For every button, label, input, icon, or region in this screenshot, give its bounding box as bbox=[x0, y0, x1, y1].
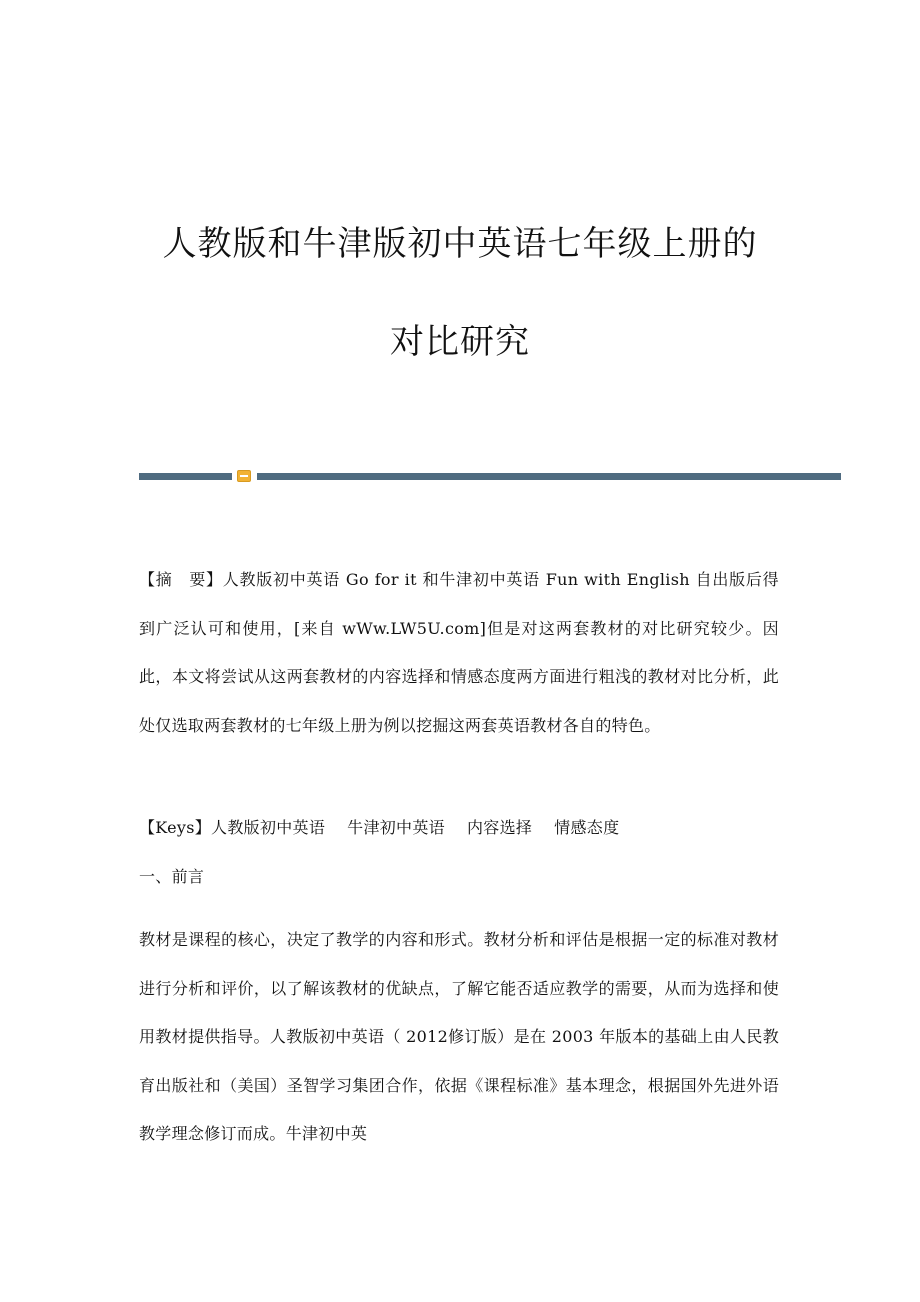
keyword: 牛津初中英语 bbox=[347, 818, 445, 837]
abstract-text: 人教版初中英语 Go for it 和牛津初中英语 Fun with English 自出版后得到广泛认可和使用，[来自 wWw.LW5U.com]但是对这两套教材的对比研究较少。因此，本文将尝试从这两套教材的内容选择和情感态度两方面进行粗浅的教材对比分析，此处仅选取两套教材的七年级上册为例以挖掘这两套英语教材各自的特色。 bbox=[139, 570, 779, 735]
keyword: 人教版初中英语 bbox=[211, 818, 326, 837]
divider-mark-icon bbox=[237, 470, 251, 482]
intro-paragraph: 教材是课程的核心，决定了教学的内容和形式。教材分析和评估是根据一定的标准对教材进行分析和评价，以了解该教材的优缺点，了解它能否适应教学的需要，从而为选择和使用教材提供指导。人教版初中英语（ 2012修订版）是在 2003 年版本的基础上由人民教育出版社和（美国）圣智学习集团合作，依据《课程标准》基本理念，根据国外先进外语教学理念修订而成。牛津初中英 bbox=[139, 930, 779, 1143]
title-line-2: 对比研究 bbox=[390, 322, 530, 362]
keyword: 情感态度 bbox=[554, 818, 620, 837]
abstract-label: 【摘 要】 bbox=[139, 570, 223, 589]
keys-label: 【Keys】 bbox=[139, 818, 212, 837]
keyword: 内容选择 bbox=[466, 818, 533, 837]
keywords-paragraph bbox=[139, 804, 779, 853]
divider-right-segment bbox=[257, 473, 841, 480]
divider-left-segment bbox=[139, 473, 232, 480]
section-heading: 一、前言 bbox=[139, 867, 205, 886]
abstract-paragraph bbox=[139, 556, 779, 750]
title-divider bbox=[139, 470, 841, 482]
title-line-1: 人教版和牛津版初中英语七年级上册的 bbox=[162, 224, 758, 264]
